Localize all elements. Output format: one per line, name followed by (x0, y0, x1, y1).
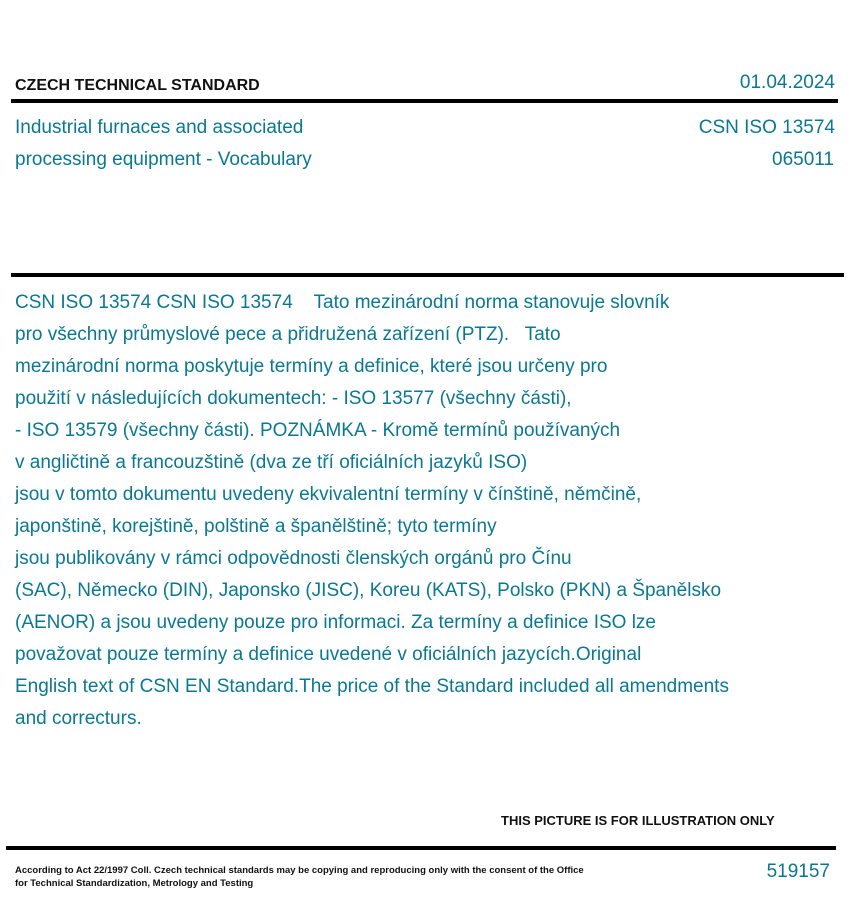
standard-title-line-2: processing equipment - Vocabulary (15, 149, 312, 170)
title-divider (11, 273, 844, 277)
issue-date: 01.04.2024 (739, 72, 835, 93)
abstract-line: and correcturs. (15, 708, 142, 729)
header-divider (11, 99, 838, 103)
abstract-line: v angličtině a francouzštině (dva ze tří oficiálních jazyků ISO) (15, 452, 528, 473)
abstract-line: jsou v tomto dokumentu uvedeny ekvivalentní termíny v čínštině, němčině, (15, 484, 642, 505)
standard-title-line-1: Industrial furnaces and associated (15, 117, 304, 138)
abstract-line: CSN ISO 13574 CSN ISO 13574 Tato mezinárodní norma stanovuje slovník (15, 292, 670, 313)
catalog-number: 519157 (766, 861, 830, 882)
legal-notice-line: for Technical Standardization, Metrology and Testing (15, 878, 254, 889)
abstract-line: považovat pouze termíny a definice uvedené v oficiálních jazycích.Original (15, 644, 642, 665)
abstract-line: použití v následujících dokumentech: - ISO 13577 (všechny části), (15, 388, 572, 409)
abstract-line: (SAC), Německo (DIN), Japonsko (JISC), Koreu (KATS), Polsko (PKN) a Španělsko (15, 580, 722, 601)
abstract-line: jsou publikovány v rámci odpovědnosti členských orgánů pro Čínu (15, 548, 572, 569)
abstract-line: English text of CSN EN Standard.The price of the Standard included all amendments (15, 676, 729, 697)
abstract-line: pro všechny průmyslové pece a přidružená zařízení (PTZ). Tato (15, 324, 561, 345)
illustration-note: THIS PICTURE IS FOR ILLUSTRATION ONLY (501, 813, 775, 828)
abstract-line: (AENOR) a jsou uvedeny pouze pro informaci. Za termíny a definice ISO lze (15, 612, 656, 633)
abstract-line: mezinárodní norma poskytuje termíny a definice, které jsou určeny pro (15, 356, 608, 377)
standard-code: CSN ISO 13574 (698, 117, 835, 138)
document-type-label: CZECH TECHNICAL STANDARD (15, 77, 260, 94)
legal-notice-line: According to Act 22/1997 Coll. Czech technical standards may be copying and reproducing only with the consent of the Office (15, 865, 584, 876)
footer-divider (6, 846, 836, 850)
abstract-line: japonštině, korejštině, polštině a španělštině; tyto termíny (15, 516, 497, 537)
legal-notice (15, 864, 584, 890)
abstract-line: - ISO 13579 (všechny části). POZNÁMKA - Kromě termínů používaných (15, 420, 621, 441)
classification-number: 065011 (772, 149, 834, 170)
